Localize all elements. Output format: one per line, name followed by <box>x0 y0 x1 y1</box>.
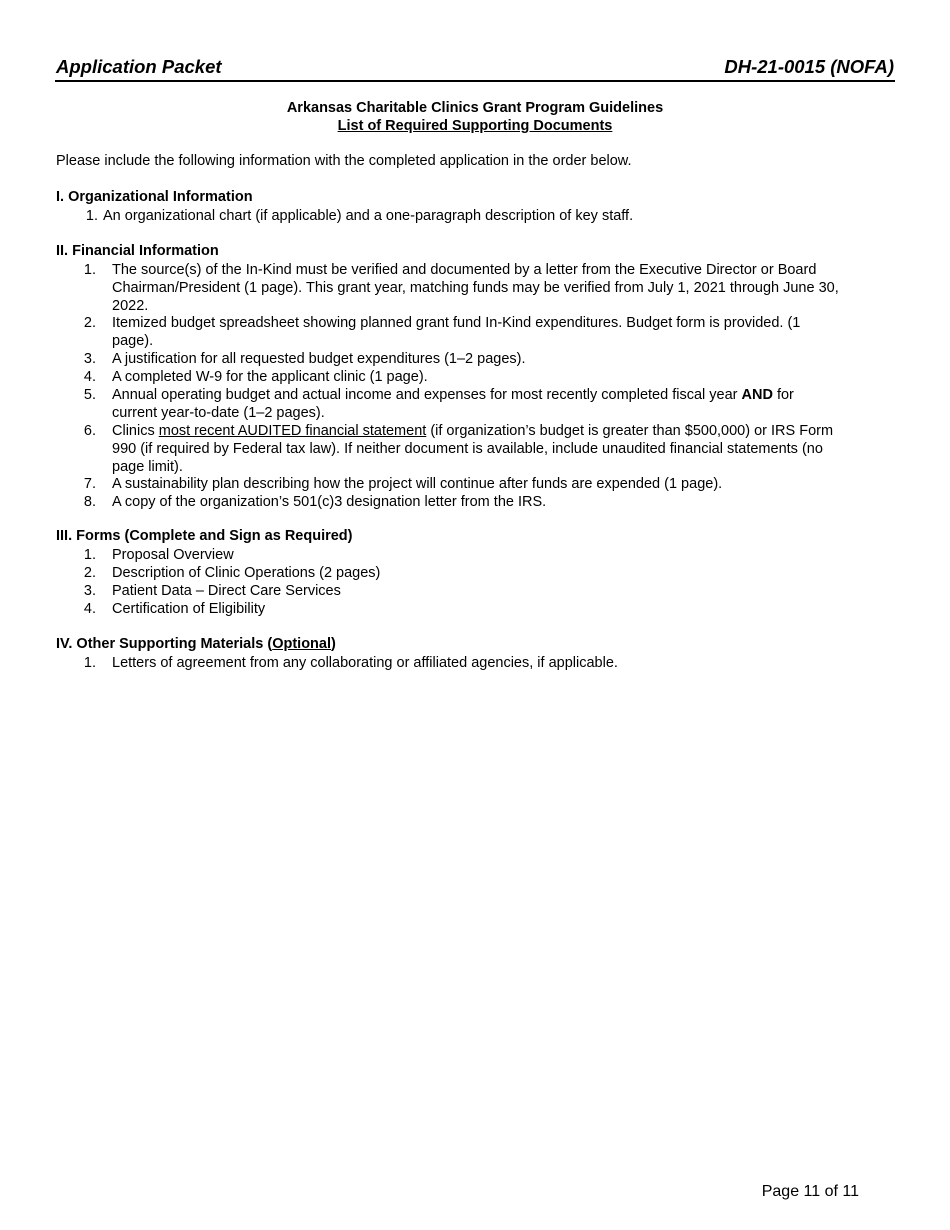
list-number: 2. <box>83 315 96 331</box>
list-number: 8. <box>83 494 96 510</box>
section-heading-financial: II. Financial Information <box>56 243 219 259</box>
list-item-line: The source(s) of the In-Kind must be verified and documented by a letter from the Executive Director or Board <box>112 262 817 278</box>
list-number: 1. <box>83 547 96 563</box>
list-item-line: A copy of the organization’s 501(c)3 designation letter from the IRS. <box>112 494 547 510</box>
list-item: Letters of agreement from any collaborating or affiliated agencies, if applicable. <box>112 655 618 671</box>
page-number: Page 11 of 11 <box>761 1183 859 1200</box>
list-number: 2. <box>83 565 96 581</box>
list-item-line: A sustainability plan describing how the project will continue after funds are expended (1 page). <box>112 476 723 492</box>
list-number: 4. <box>83 369 96 385</box>
list-item-line: 990 (if required by Federal tax law). If neither document is available, include unaudited financial statements (no <box>112 441 823 457</box>
list-item-line: Chairman/President (1 page). This grant year, matching funds may be verified from July 1, 2021 through June 30, <box>112 280 839 296</box>
emphasis-and: AND <box>741 387 773 403</box>
underlined-phrase: most recent AUDITED financial statement <box>158 423 427 439</box>
document-subtitle: List of Required Supporting Documents <box>337 118 613 134</box>
document-title: Arkansas Charitable Clinics Grant Program Guidelines <box>286 100 664 116</box>
list-item-line: Clinics most recent AUDITED financial statement (if organization’s budget is greater than $500,000) or IRS Form <box>112 423 834 439</box>
list-item-line: A completed W-9 for the applicant clinic (1 page). <box>112 369 428 385</box>
list-number: 1. <box>85 208 98 224</box>
list-item: Description of Clinic Operations (2 pages) <box>112 565 381 581</box>
list-number: 5. <box>83 387 96 403</box>
page-header <box>55 56 895 82</box>
section-heading-other-materials: IV. Other Supporting Materials (Optional) <box>56 636 336 652</box>
list-item: Certification of Eligibility <box>112 601 266 617</box>
list-item-line: 2022. <box>112 298 149 314</box>
list-item-line: Annual operating budget and actual income and expenses for most recently completed fiscal year AND for <box>112 387 794 403</box>
list-item-line: page). <box>112 333 154 349</box>
list-item-line: current year-to-date (1–2 pages). <box>112 405 325 421</box>
list-item: Proposal Overview <box>112 547 234 563</box>
list-number: 6. <box>83 423 96 439</box>
section-heading-forms: III. Forms (Complete and Sign as Required) <box>56 528 353 544</box>
list-number: 7. <box>83 476 96 492</box>
optional-label: Optional <box>272 636 332 652</box>
list-item-line: A justification for all requested budget expenditures (1–2 pages). <box>112 351 526 367</box>
list-item-line: Itemized budget spreadsheet showing planned grant fund In-Kind expenditures. Budget form is provided. (1 <box>112 315 801 331</box>
list-item: Patient Data – Direct Care Services <box>112 583 341 599</box>
intro-text: Please include the following information with the completed application in the order below. <box>56 153 632 169</box>
header-right-code: DH-21-0015 (NOFA) <box>724 56 894 77</box>
list-number: 3. <box>83 351 96 367</box>
list-number: 1. <box>83 655 96 671</box>
list-item: An organizational chart (if applicable) and a one-paragraph description of key staff. <box>103 208 634 224</box>
list-number: 4. <box>83 601 96 617</box>
list-number: 3. <box>83 583 96 599</box>
header-left-title: Application Packet <box>56 56 222 77</box>
list-number: 1. <box>83 262 96 278</box>
list-item-line: page limit). <box>112 459 183 475</box>
section-heading-organizational: I. Organizational Information <box>56 189 253 205</box>
